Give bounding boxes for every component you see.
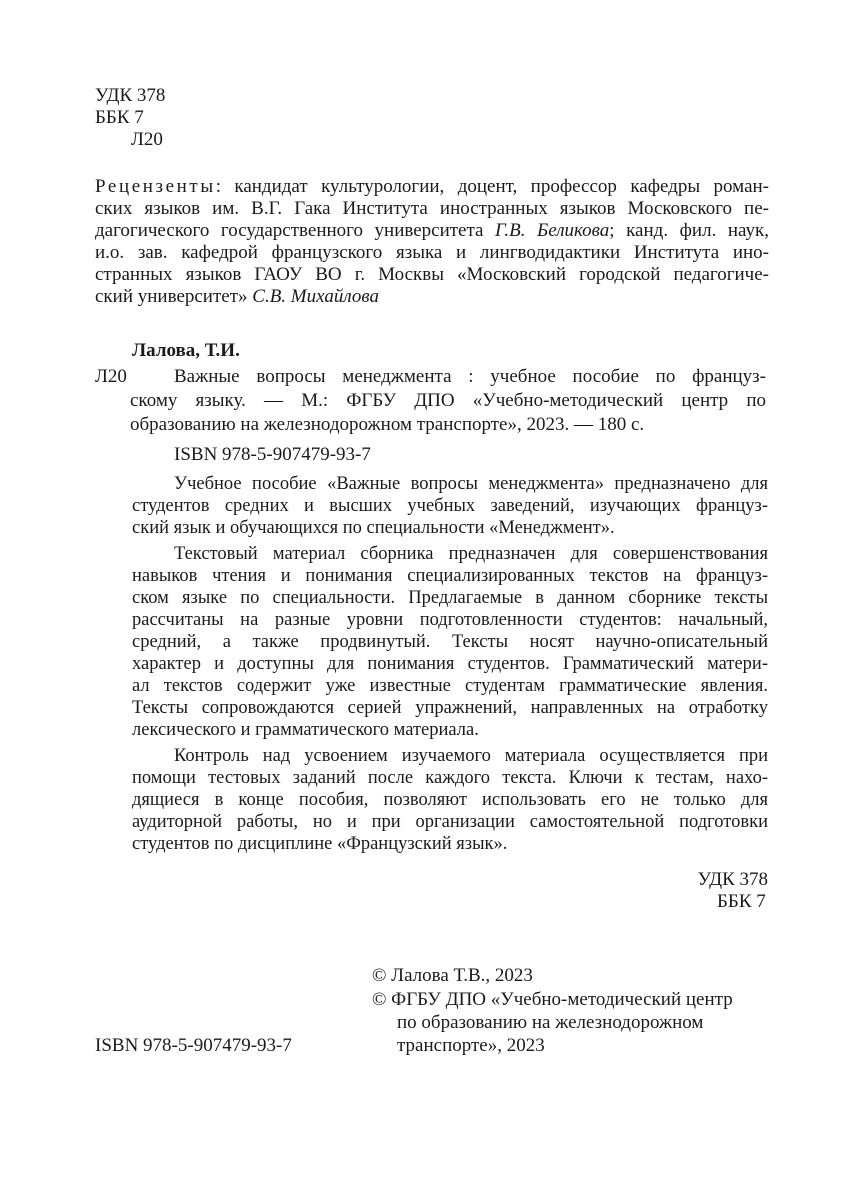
copyright-publisher-cont: транспорте», 2023 — [397, 1035, 545, 1056]
reviewers-block — [95, 176, 769, 316]
annotation-line: характер и доступны для понимания студентов. Грамматический матери- — [132, 654, 768, 674]
author-mark: Л20 — [131, 129, 163, 150]
copyright-publisher: © ФГБУ ДПО «Учебно-методический центр — [372, 989, 733, 1010]
annotation-line: дящиеся в конце пособия, позволяют использовать его не только для — [132, 790, 768, 810]
reviewers-text: : кандидат культурологии, доцент, профессор кафедры роман- — [215, 176, 769, 197]
annotation — [132, 474, 768, 854]
annotation-line: студентов средних и высших учебных заведений, изучающих француз- — [132, 496, 768, 516]
annotation-line: ал текстов содержит уже известные студентам грамматические явления. — [132, 676, 768, 696]
annotation-line: рассчитаны на разные уровни подготовленности студентов: начальный, — [132, 610, 768, 630]
reviewers-line-6 — [95, 286, 379, 308]
bibliography-mark: Л20 — [95, 366, 127, 387]
annotation-line: средний, а также продвинутый. Тексты носят научно-описательный — [132, 632, 768, 652]
annotation-line: Учебное пособие «Важные вопросы менеджмента» предназначено для — [174, 474, 768, 494]
reviewers-line-2 — [95, 198, 769, 220]
annotation-line: ский язык и обучающихся по специальности «Менеджмент». — [132, 518, 615, 538]
reviewers-line-3 — [95, 220, 769, 242]
reviewers-text: ских языков им. В.Г. Гака Института иностранных языков Московского пе- — [95, 198, 769, 219]
annotation-line: аудиторной работы, но и при организации самостоятельной подготовки — [132, 812, 768, 832]
annotation-line: помощи тестовых заданий после каждого текста. Ключи к тестам, нахо- — [132, 768, 768, 788]
reviewers-line-1 — [95, 176, 769, 198]
reviewer-name: Г.В. Беликова — [495, 220, 610, 241]
annotation-line: студентов по дисциплине «Французский язык». — [132, 834, 508, 854]
bibliography-author — [132, 340, 240, 362]
author-name: Лалова, Т.И. — [132, 340, 240, 361]
bibliography-isbn: ISBN 978-5-907479-93-7 — [174, 444, 371, 465]
annotation-line: ском языке по специальности. Предлагаемые в данном сборнике тексты — [132, 588, 768, 608]
reviewers-text: ; канд. фил. наук, — [609, 220, 769, 241]
bibliography-line: скому языку. — М.: ФГБУ ДПО «Учебно-методический центр по — [130, 390, 766, 411]
bbk-code-bottom: ББК 7 — [717, 891, 766, 912]
annotation-line: навыков чтения и понимания специализированных текстов на француз- — [132, 566, 768, 586]
udk-code: УДК 378 — [95, 85, 166, 106]
udk-code-bottom: УДК 378 — [697, 869, 768, 890]
bibliography-line: Важные вопросы менеджмента : учебное пособие по француз- — [174, 366, 766, 387]
reviewers-line-4 — [95, 242, 769, 264]
annotation-line: Текстовый материал сборника предназначен для совершенствования — [174, 544, 768, 564]
copyright-author: © Лалова Т.В., 2023 — [372, 965, 533, 986]
reviewers-text: дагогического государственного университета — [95, 220, 496, 241]
reviewer-name: С.В. Михайлова — [252, 286, 379, 307]
bbk-code: ББК 7 — [95, 107, 144, 128]
reviewers-text: странных языков ГАОУ ВО г. Москвы «Московский городской педагогиче- — [95, 264, 769, 285]
reviewers-text: ский университет» — [95, 286, 253, 307]
reviewers-line-5 — [95, 264, 769, 286]
annotation-line: лексического и грамматического материала. — [132, 720, 479, 740]
annotation-line: Тексты сопровождаются серией упражнений, направленных на отработку — [132, 698, 768, 718]
copyright-publisher-cont: по образованию на железнодорожном — [397, 1012, 704, 1033]
reviewers-text: и.о. зав. кафедрой французского языка и лингводидактики Института ино- — [95, 242, 769, 263]
reviewers-label: Рецензенты — [95, 176, 216, 197]
bibliography-line: образованию на железнодорожном транспорте», 2023. — 180 с. — [130, 414, 645, 435]
isbn-bottom: ISBN 978-5-907479-93-7 — [95, 1035, 292, 1056]
bibliography-record — [130, 366, 766, 436]
annotation-line: Контроль над усвоением изучаемого материала осуществляется при — [174, 746, 768, 766]
